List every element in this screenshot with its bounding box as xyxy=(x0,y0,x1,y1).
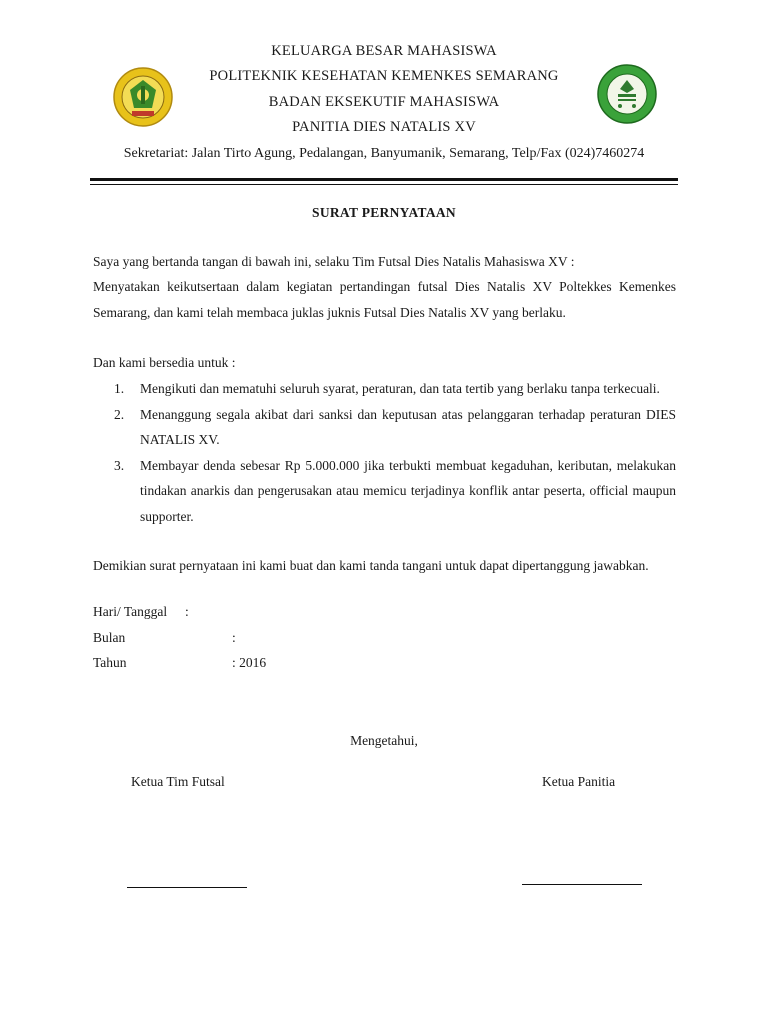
list-item-text: Mengikuti dan mematuhi seluruh syarat, peraturan, dan tata tertib yang berlaku tanpa terkecuali. xyxy=(140,381,660,396)
field-month-label: Bulan xyxy=(93,630,126,645)
list-item xyxy=(93,402,676,453)
letterhead-address: Sekretariat: Jalan Tirto Agung, Pedalangan, Banyumanik, Semarang, Telp/Fax (024)7460274 xyxy=(123,146,645,161)
list-item-text: Menanggung segala akibat dari sanksi dan keputusan atas pelanggaran terhadap peraturan DIES NATALIS XV. xyxy=(140,406,676,447)
field-day-label: Hari/ Tanggal xyxy=(93,604,168,619)
signature-line-left xyxy=(127,887,247,888)
field-year-label: Tahun xyxy=(93,655,127,670)
list-item-number: 3. xyxy=(114,457,125,473)
field-year-value: : 2016 xyxy=(232,655,267,670)
list-item-number: 2. xyxy=(114,406,125,422)
commitment-list xyxy=(93,376,676,529)
signature-line-right xyxy=(522,884,642,885)
signer-left-role: Ketua Tim Futsal xyxy=(131,774,225,789)
list-item-text: Membayar denda sebesar Rp 5.000.000 jika terbukti membuat kegaduhan, keributan, melakukan tindakan anarkis dan pengerusakan atau memicu terjadinya konflik antar peserta, official maupun supporter. xyxy=(140,457,676,524)
letterhead-bem: BADAN EKSEKUTIF MAHASISWA xyxy=(268,94,500,110)
statement-paragraph: Menyatakan keikutsertaan dalam kegiatan pertandingan futsal Dies Natalis XV Poltekkes Kemenkes Semarang, dan kami telah membaca juklas juknis Futsal Dies Natalis XV yang berlaku. xyxy=(93,279,676,320)
field-day-colon: : xyxy=(185,604,189,619)
acknowledged-label: Mengetahui, xyxy=(350,733,418,748)
field-month-colon: : xyxy=(232,630,236,645)
willing-line: Dan kami bersedia untuk : xyxy=(93,355,236,370)
letterhead-rule-thin xyxy=(90,184,678,185)
document-title: SURAT PERNYATAAN xyxy=(312,205,456,220)
letterhead-institution: POLITEKNIK KESEHATAN KEMENKES SEMARANG xyxy=(209,68,559,84)
list-item-number: 1. xyxy=(114,381,125,396)
letterhead-committee: PANITIA DIES NATALIS XV xyxy=(292,119,476,135)
list-item xyxy=(93,376,676,402)
closing-paragraph: Demikian surat pernyataan ini kami buat dan kami tanda tangani untuk dapat dipertanggung jawabkan. xyxy=(93,558,649,573)
list-item xyxy=(93,453,676,530)
signer-right-role: Ketua Panitia xyxy=(542,774,616,789)
letterhead-rule-thick xyxy=(90,178,678,181)
letterhead-org: KELUARGA BESAR MAHASISWA xyxy=(271,43,497,59)
intro-paragraph: Saya yang bertanda tangan di bawah ini, selaku Tim Futsal Dies Natalis Mahasiswa XV : xyxy=(93,254,575,269)
